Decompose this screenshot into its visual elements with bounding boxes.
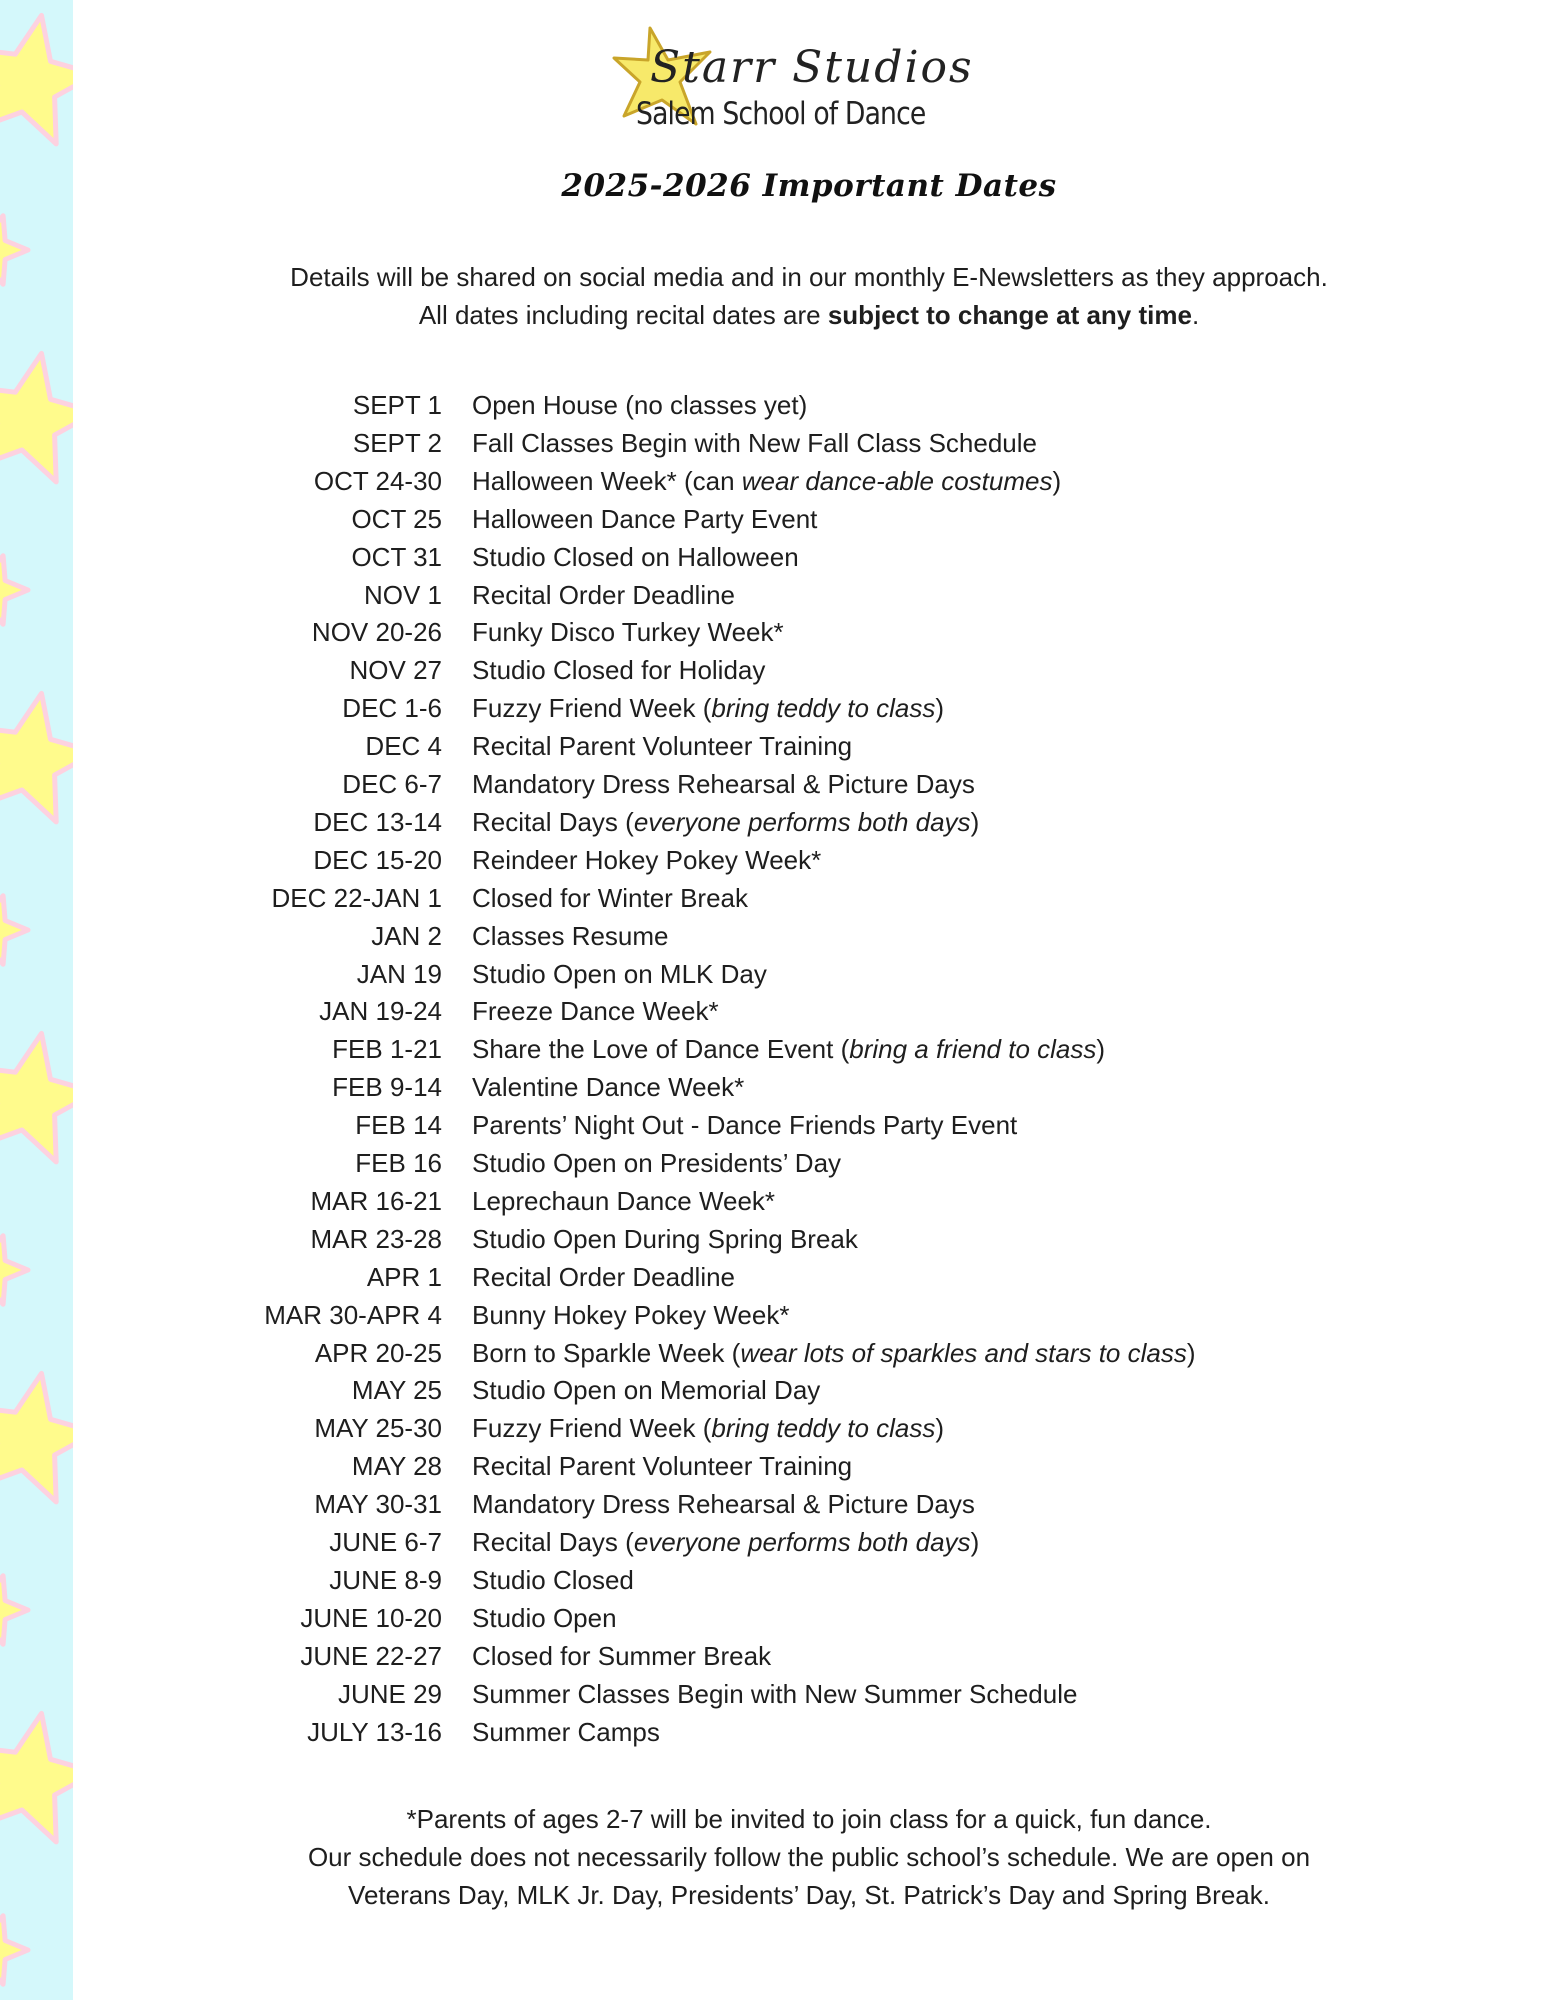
- event-text: Summer Classes Begin with New Summer Schedule: [472, 1678, 1078, 1709]
- event-date: SEPT 1: [352, 390, 442, 420]
- star-icon: [0, 216, 28, 284]
- date-row: [0, 1144, 1545, 1182]
- event-date: JAN 19-24: [319, 996, 442, 1027]
- event-text: Reindeer Hokey Pokey Week*: [472, 844, 822, 875]
- event-description: [472, 1030, 1105, 1068]
- event-description: [472, 1068, 744, 1106]
- event-description: [472, 613, 784, 651]
- date-row: [0, 1182, 1545, 1220]
- event-date: JUNE 29: [337, 1678, 442, 1709]
- event-description: [472, 1182, 775, 1220]
- event-date: DEC 6-7: [342, 769, 442, 799]
- event-description: [472, 1485, 975, 1523]
- date-row: [0, 765, 1545, 803]
- date-row: [0, 879, 1545, 917]
- event-text: Valentine Dance Week*: [472, 1072, 745, 1103]
- event-description: [472, 803, 979, 841]
- event-text: Fall Classes Begin with New Fall Class Schedule: [472, 427, 1038, 458]
- date-row: [0, 462, 1545, 500]
- event-date: MAY 30-31: [314, 1489, 442, 1520]
- event-note: bring teddy to class: [711, 1413, 936, 1444]
- event-text: Studio Open on MLK Day: [472, 958, 767, 989]
- event-text-end: ): [935, 1413, 945, 1444]
- event-description: [472, 386, 807, 424]
- event-description: [472, 1409, 944, 1447]
- date-row: [0, 1334, 1545, 1372]
- event-description: [472, 1334, 1196, 1372]
- event-text: Studio Open on Memorial Day: [472, 1375, 821, 1406]
- date-row: [0, 1523, 1545, 1561]
- date-row: [0, 1068, 1545, 1106]
- page-title: 2025-2026 Important Dates: [561, 168, 1057, 204]
- event-text-end: ): [935, 693, 945, 724]
- event-text: Halloween Dance Party Event: [472, 503, 818, 534]
- date-row: [0, 917, 1545, 955]
- event-note: everyone performs both days: [633, 1527, 971, 1557]
- date-row: [0, 576, 1545, 614]
- event-description: [472, 879, 748, 917]
- event-date: APR 20-25: [314, 1337, 442, 1368]
- event-text: Halloween Week* (can: [472, 465, 742, 496]
- event-date: JULY 13-16: [307, 1716, 442, 1747]
- footer-line-3: Veterans Day, MLK Jr. Day, Presidents’ Day, St. Patrick’s Day and Spring Break.: [348, 1880, 1270, 1910]
- date-row: [0, 424, 1545, 462]
- event-date: OCT 31: [351, 541, 442, 572]
- date-row: [0, 500, 1545, 538]
- event-date: JUNE 22-27: [300, 1640, 442, 1671]
- event-description: [472, 424, 1037, 462]
- date-row: [0, 1637, 1545, 1675]
- event-text: Recital Order Deadline: [472, 579, 736, 610]
- date-row: [0, 841, 1545, 879]
- event-description: [472, 651, 765, 689]
- event-text-end: ): [970, 1527, 980, 1557]
- date-row: [0, 1561, 1545, 1599]
- event-text-end: ): [1052, 465, 1062, 496]
- event-text: Recital Order Deadline: [472, 1261, 736, 1292]
- event-description: [472, 727, 852, 765]
- event-description: [472, 689, 944, 727]
- date-row: [0, 1296, 1545, 1334]
- event-text: Mandatory Dress Rehearsal & Picture Days: [472, 769, 975, 799]
- event-date: JUNE 8-9: [329, 1564, 442, 1595]
- event-description: [472, 1144, 841, 1182]
- event-description: [472, 992, 719, 1030]
- date-row: [0, 955, 1545, 993]
- event-text: Fuzzy Friend Week (: [472, 693, 712, 724]
- event-description: [472, 576, 735, 614]
- event-description: [472, 1713, 660, 1751]
- event-text: Studio Open: [472, 1602, 617, 1633]
- event-description: [472, 1371, 820, 1409]
- date-row: [0, 1106, 1545, 1144]
- event-date: FEB 9-14: [332, 1072, 442, 1103]
- event-text: Leprechaun Dance Week*: [472, 1185, 776, 1216]
- footer-line-2: Our schedule does not necessarily follow the public school’s schedule. We are open on: [307, 1842, 1311, 1872]
- event-text: Recital Days (: [472, 806, 634, 837]
- event-date: NOV 27: [349, 655, 442, 686]
- event-text: Bunny Hokey Pokey Week*: [472, 1299, 790, 1330]
- star-icon: [0, 1916, 28, 1984]
- intro-text: [73, 258, 1545, 334]
- event-date: MAY 28: [351, 1451, 442, 1482]
- event-date: MAY 25: [351, 1375, 442, 1406]
- date-row: [0, 386, 1545, 424]
- event-date: DEC 4: [365, 731, 442, 762]
- intro-line-2-suffix: .: [1191, 300, 1200, 330]
- logo-subtitle: Salem School of Dance: [636, 96, 926, 132]
- date-row: [0, 1675, 1545, 1713]
- event-text-end: ): [1096, 1034, 1106, 1065]
- event-text-end: ): [970, 806, 980, 837]
- event-text: Closed for Summer Break: [472, 1640, 772, 1671]
- event-description: [472, 765, 975, 803]
- event-description: [472, 462, 1061, 500]
- intro-line-2-prefix: All dates including recital dates are: [418, 300, 828, 330]
- event-description: [472, 1523, 979, 1561]
- event-description: [472, 1106, 1017, 1144]
- event-date: DEC 22-JAN 1: [271, 882, 442, 913]
- event-date: MAR 16-21: [310, 1185, 442, 1216]
- event-description: [472, 1675, 1077, 1713]
- event-text: Share the Love of Dance Event (: [472, 1034, 850, 1065]
- date-row: [0, 1220, 1545, 1258]
- event-description: [472, 1599, 617, 1637]
- event-date: MAY 25-30: [314, 1413, 442, 1444]
- event-note: wear lots of sparkles and stars to class: [740, 1337, 1187, 1368]
- event-description: [472, 1561, 634, 1599]
- date-row: [0, 613, 1545, 651]
- event-text: Studio Closed on Halloween: [472, 541, 799, 572]
- event-date: FEB 1-21: [332, 1034, 442, 1065]
- date-row: [0, 1485, 1545, 1523]
- event-text: Summer Camps: [472, 1716, 660, 1747]
- event-date: FEB 16: [355, 1148, 442, 1178]
- event-date: DEC 13-14: [313, 806, 442, 837]
- studio-logo: [610, 22, 974, 137]
- event-text: Studio Closed for Holiday: [472, 655, 766, 686]
- event-note: bring a friend to class: [849, 1034, 1097, 1065]
- event-text: Open House (no classes yet): [472, 390, 808, 420]
- date-row: [0, 651, 1545, 689]
- event-text: Recital Days (: [472, 1527, 634, 1557]
- event-text-end: ): [1186, 1337, 1196, 1368]
- intro-line-2: [73, 296, 1545, 334]
- event-date: MAR 23-28: [310, 1223, 442, 1254]
- event-date: MAR 30-APR 4: [264, 1299, 442, 1330]
- event-text: Studio Open on Presidents’ Day: [472, 1148, 842, 1178]
- event-date: OCT 24-30: [313, 465, 442, 496]
- date-row: [0, 727, 1545, 765]
- event-date: JUNE 6-7: [329, 1527, 442, 1557]
- event-date: JAN 19: [356, 958, 442, 989]
- event-text: Funky Disco Turkey Week*: [472, 617, 784, 648]
- event-date: JUNE 10-20: [300, 1602, 442, 1633]
- date-row: [0, 538, 1545, 576]
- event-text: Studio Closed: [472, 1564, 634, 1595]
- event-text: Freeze Dance Week*: [472, 996, 719, 1027]
- intro-line-1: Details will be shared on social media and in our monthly E-Newsletters as they approach.: [290, 262, 1328, 292]
- event-date: JAN 2: [371, 920, 442, 951]
- event-text: Closed for Winter Break: [472, 882, 748, 913]
- date-row: [0, 1447, 1545, 1485]
- event-text: Classes Resume: [472, 920, 669, 951]
- event-date: NOV 1: [363, 579, 442, 610]
- change-disclaimer: subject to change at any time: [827, 300, 1192, 330]
- event-description: [472, 500, 817, 538]
- event-description: [472, 1258, 735, 1296]
- date-row: [0, 689, 1545, 727]
- event-note: bring teddy to class: [711, 693, 936, 724]
- event-date: DEC 1-6: [342, 693, 442, 724]
- date-row: [0, 1599, 1545, 1637]
- footer-notes: [73, 1800, 1545, 1914]
- star-icon: [0, 15, 73, 144]
- event-description: [472, 917, 669, 955]
- date-row: [0, 992, 1545, 1030]
- event-description: [472, 1220, 858, 1258]
- event-text: Recital Parent Volunteer Training: [472, 731, 853, 762]
- event-description: [472, 538, 799, 576]
- event-text: Born to Sparkle Week (: [472, 1337, 741, 1368]
- event-description: [472, 1296, 789, 1334]
- event-description: [472, 955, 767, 993]
- event-text: Fuzzy Friend Week (: [472, 1413, 712, 1444]
- event-date: SEPT 2: [352, 427, 442, 458]
- date-row: [0, 1030, 1545, 1068]
- event-date: NOV 20-26: [311, 617, 442, 648]
- date-row: [0, 1409, 1545, 1447]
- date-row: [0, 1371, 1545, 1409]
- logo-brand-name: Starr Studios: [650, 42, 974, 93]
- footer-line-1: *Parents of ages 2-7 will be invited to join class for a quick, fun dance.: [406, 1804, 1212, 1834]
- date-row: [0, 1713, 1545, 1751]
- date-row: [0, 1258, 1545, 1296]
- date-row: [0, 803, 1545, 841]
- event-note: everyone performs both days: [633, 806, 971, 837]
- event-text: Studio Open During Spring Break: [472, 1223, 858, 1254]
- event-text: Parents’ Night Out - Dance Friends Party Event: [472, 1110, 1018, 1141]
- event-date: FEB 14: [355, 1110, 442, 1141]
- event-note: wear dance-able costumes: [741, 465, 1053, 496]
- event-description: [472, 841, 821, 879]
- event-date: OCT 25: [351, 503, 442, 534]
- event-description: [472, 1447, 852, 1485]
- event-date: DEC 15-20: [313, 844, 442, 875]
- event-text: Mandatory Dress Rehearsal & Picture Days: [472, 1489, 975, 1520]
- event-text: Recital Parent Volunteer Training: [472, 1451, 853, 1482]
- event-description: [472, 1637, 771, 1675]
- event-date: APR 1: [366, 1261, 442, 1292]
